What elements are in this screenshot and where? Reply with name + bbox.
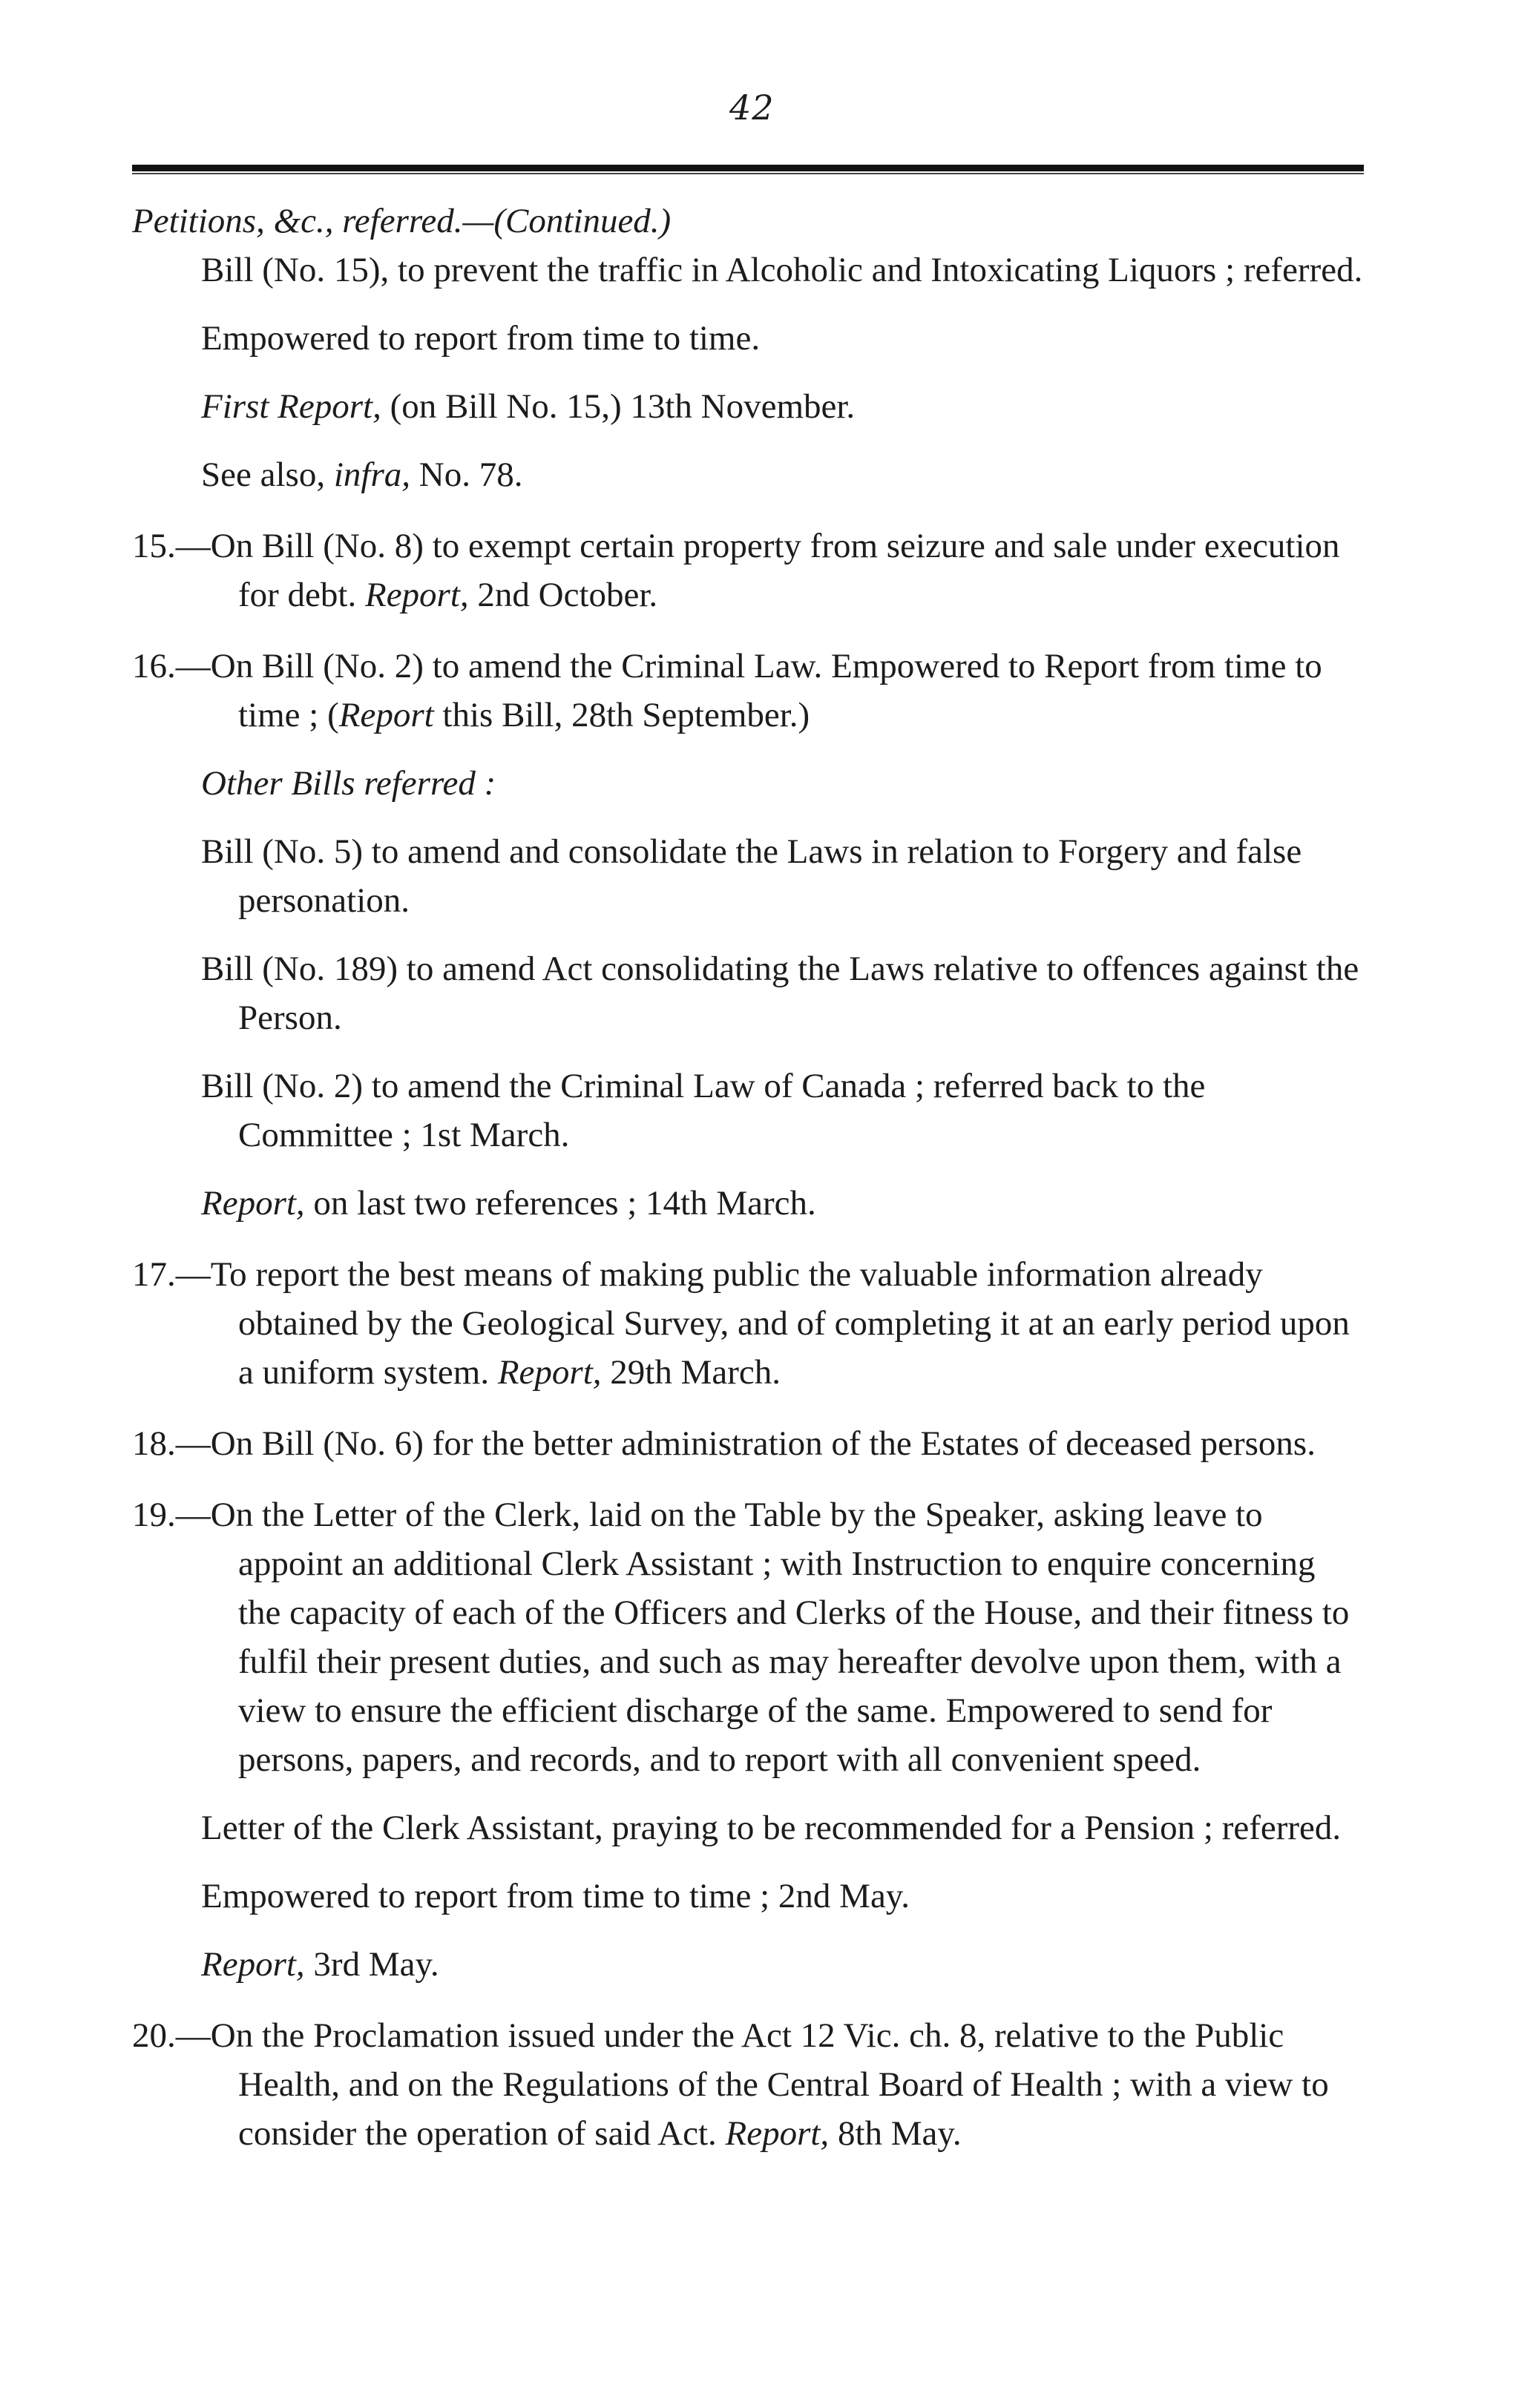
entry-number: 16. [132,647,176,685]
entry-19-sub-letter: Letter of the Clerk Assistant, praying to be recommended for a Pension ; referred. [201,1809,1342,1847]
entry-16-sub-bill-5: Bill (No. 5) to amend and consolidate the Laws in relation to Forgery and false personation. [201,832,1302,920]
continued-line-empowered: Empowered to report from time to time. [201,319,761,358]
entry-19-sub-empowered: Empowered to report from time to time ; 2nd May. [201,1877,910,1915]
header-rule [132,165,1364,171]
entry-16: 16.—On Bill (No. 2) to amend the Criminal Law. Empowered to Report from time to time ; (Report this Bill, 28th September.) [132,647,1322,734]
entry-16-sub-bill-189: Bill (No. 189) to amend Act consolidating the Laws relative to offences against the Person. [201,950,1359,1037]
entry-20: 20.—On the Proclamation issued under the Act 12 Vic. ch. 8, relative to the Public Health, and on the Regulations of the Central Board of Health ; with a view to consider the operation of said Act. Report, 8th May. [132,2016,1329,2153]
entry-15: 15.—On Bill (No. 8) to exempt certain property from seizure and sale under execution for debt. Report, 2nd October. [132,527,1340,614]
entry-number: 20. [132,2016,176,2055]
entry-19-sub-report: Report, 3rd May. [201,1945,439,1984]
entry-16-sub-other-bills: Other Bills referred : [201,764,496,803]
entry-16-sub-bill-2: Bill (No. 2) to amend the Criminal Law of Canada ; referred back to the Committee ; 1st March. [201,1067,1206,1154]
entry-16-sub-report: Report, on last two references ; 14th March. [201,1184,816,1223]
section-heading: Petitions, &c., referred.—(Continued.) [132,202,672,240]
entry-18: 18.—On Bill (No. 6) for the better administration of the Estates of deceased persons. [132,1424,1316,1463]
continued-line-first-report: First Report, (on Bill No. 15,) 13th November. [201,387,856,426]
header-rule-thin [132,173,1364,174]
entry-number: 17. [132,1255,176,1294]
entry-19: 19.—On the Letter of the Clerk, laid on the Table by the Speaker, asking leave to appoint an additional Clerk Assistant ; with Instruction to enquire concerning the capacity of each of the Officers and Clerks of the House, and their fitness to fulfil their present duties, and such as may hereafter devolve upon them, with a view to ensure the efficient discharge of the same. Empowered to send for persons, papers, and records, and to report with all convenient speed. [132,1496,1350,1779]
entry-number: 15. [132,527,176,565]
entry-17: 17.—To report the best means of making public the valuable information already obtained by the Geological Survey, and of completing it at an early period upon a uniform system. Report, 29th March. [132,1255,1350,1392]
page-content [132,197,1364,2158]
page-number: 42 [729,88,775,128]
entry-number: 19. [132,1496,176,1534]
continued-line-see-also: See also, infra, No. 78. [201,455,523,494]
continued-line-bill-15: Bill (No. 15), to prevent the traffic in Alcoholic and Intoxicating Liquors ; referred. [201,251,1363,289]
entry-number: 18. [132,1424,176,1463]
